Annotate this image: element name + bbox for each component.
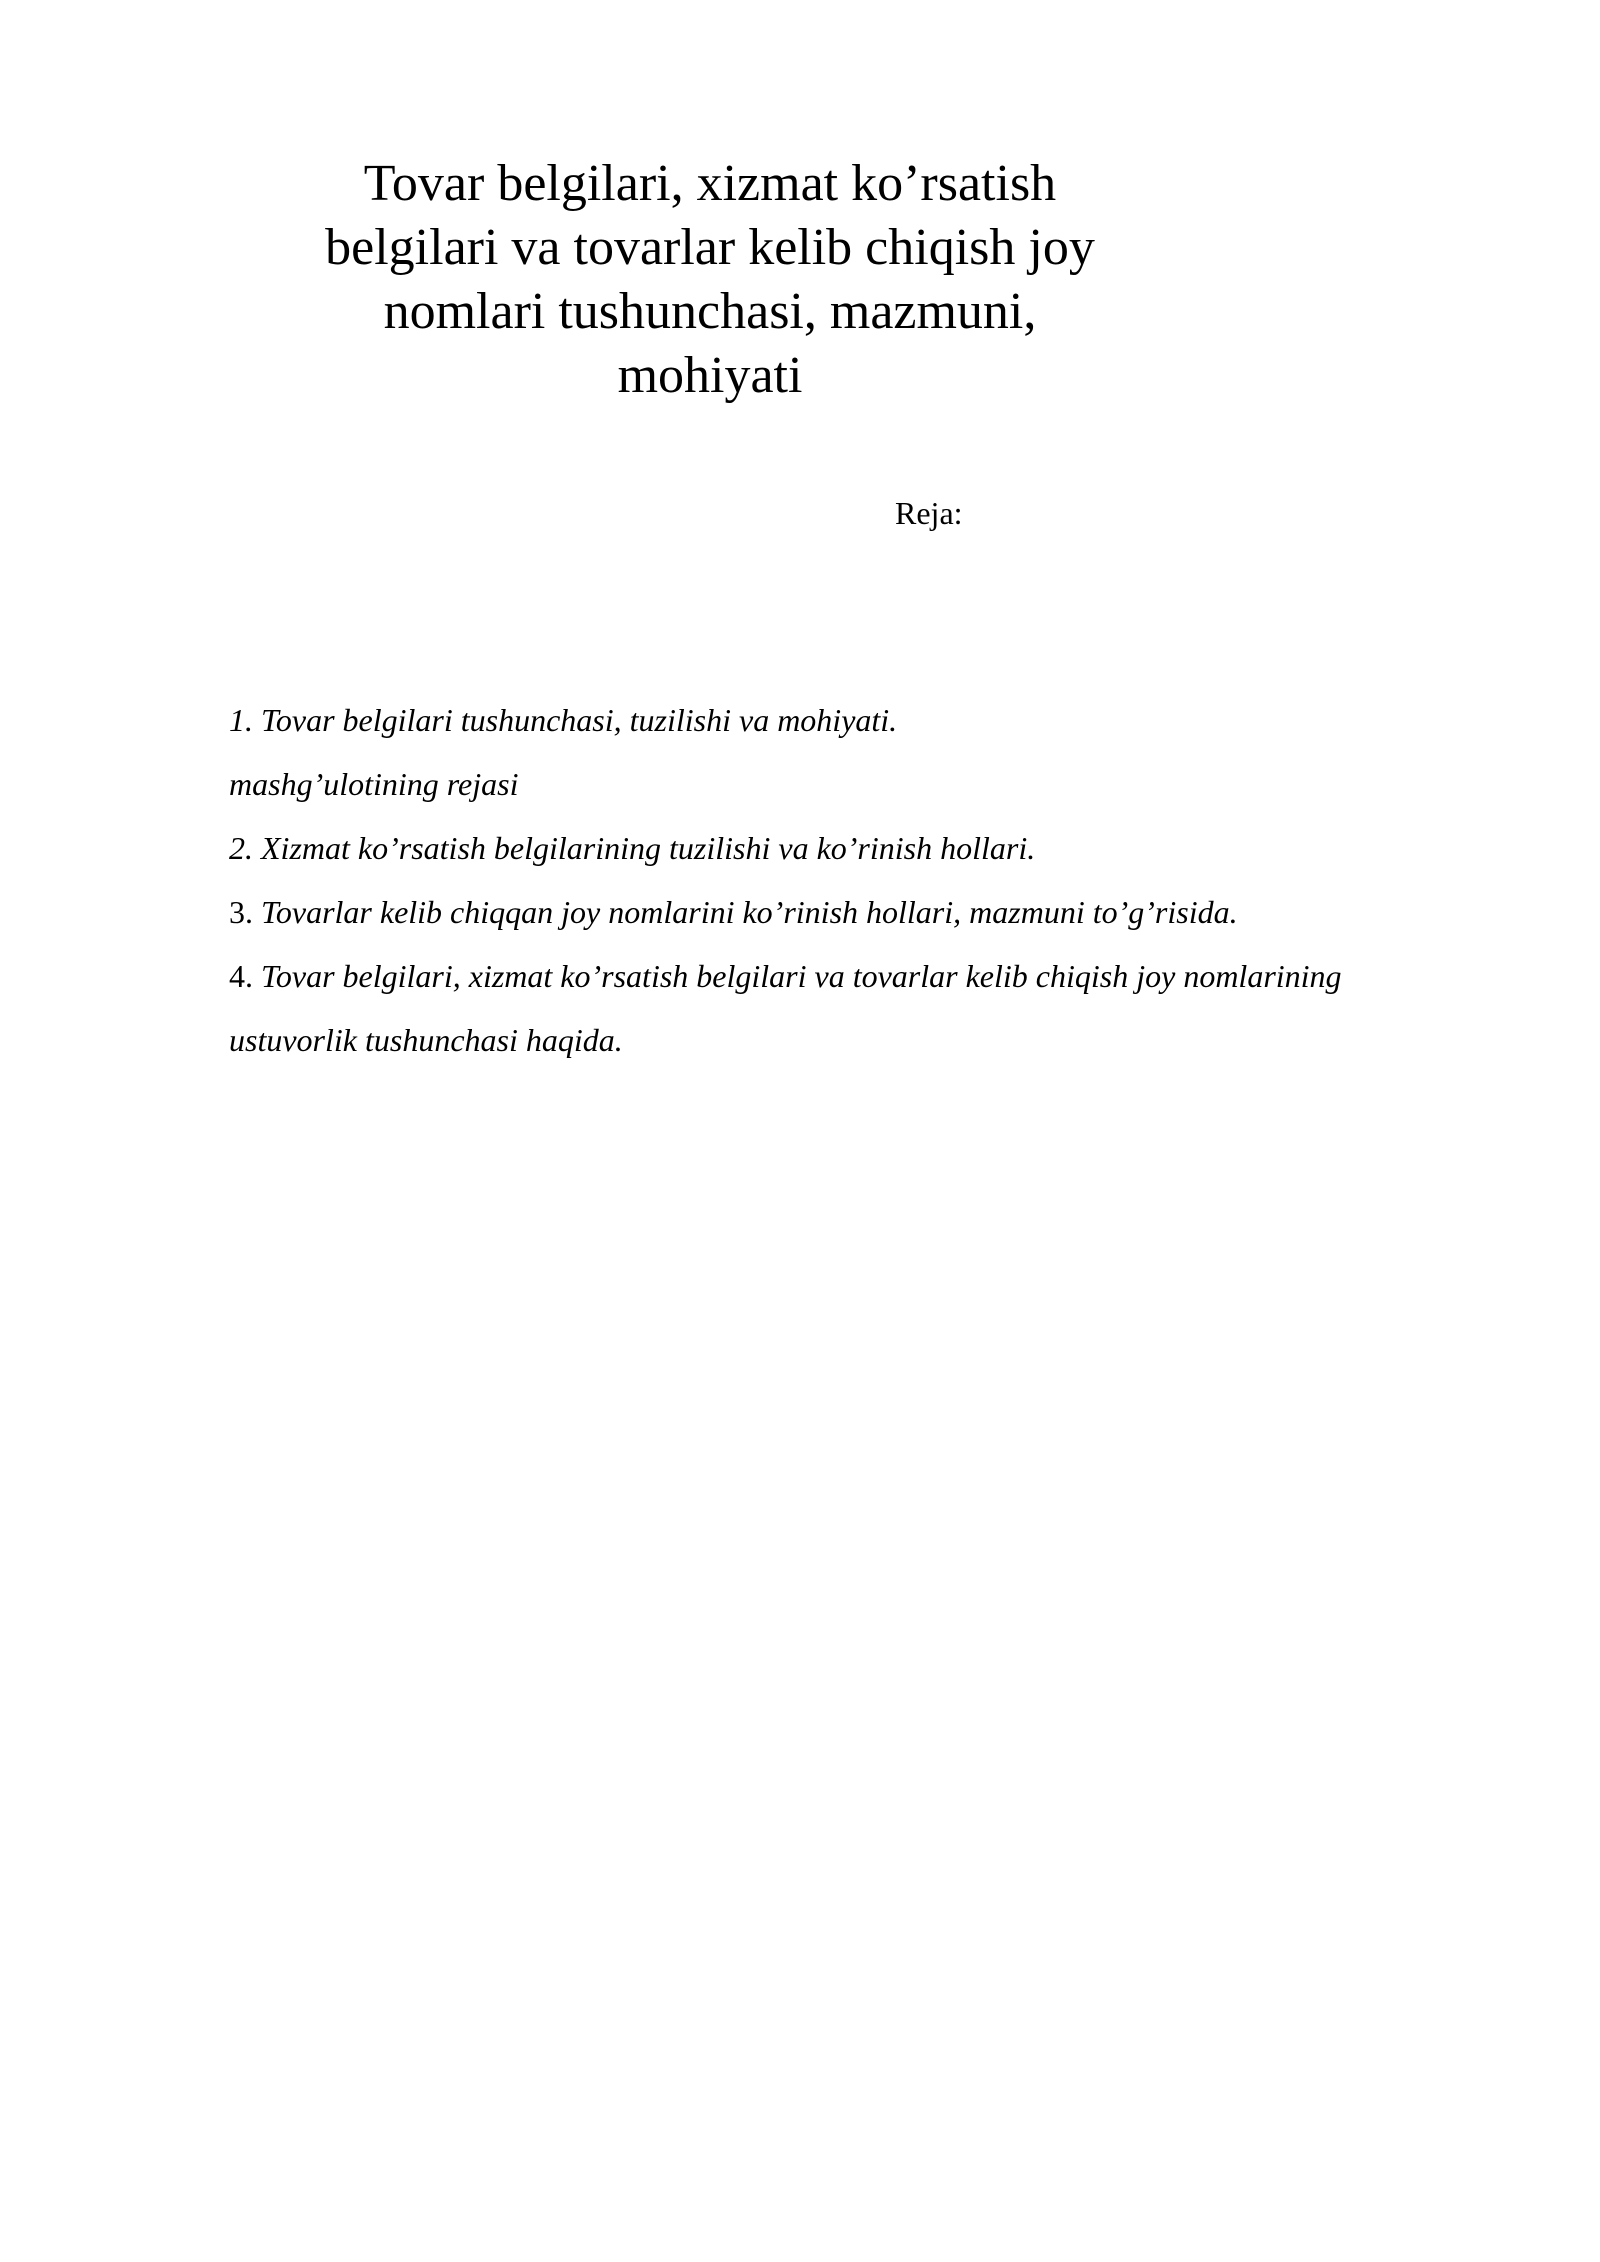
plan-item-text: mashg’ulotining rejasi	[229, 766, 519, 802]
plan-item-text: Tovar belgilari, xizmat ko’rsatish belgilari va tovarlar kelib chiqish joy nomlarining ustuvorlik tushunchasi haqida.	[229, 958, 1342, 1058]
plan-item	[229, 944, 1359, 1072]
plan-item-number: 3.	[229, 894, 253, 930]
plan-item	[229, 752, 1429, 816]
plan-item	[229, 688, 1429, 752]
plan-item-text: Xizmat ko’rsatish belgilarining tuzilishi va ko’rinish hollari.	[261, 830, 1036, 866]
plan-item	[229, 816, 1429, 880]
plan-item-text: Tovarlar kelib chiqqan joy nomlarini ko’rinish hollari, mazmuni to’g’risida.	[261, 894, 1238, 930]
plan-item-number: 4.	[229, 958, 253, 994]
plan-item	[229, 880, 1429, 944]
plan-heading: Reja:	[895, 495, 963, 531]
plan-item-number: 1.	[229, 702, 253, 738]
plan-item-text: Tovar belgilari tushunchasi, tuzilishi va mohiyati.	[261, 702, 898, 738]
plan-item-number: 2.	[229, 830, 253, 866]
plan-list	[229, 688, 1429, 1072]
document-title: Tovar belgilari, xizmat ko’rsatish belgilari va tovarlar kelib chiqish joy nomlari tushunchasi, mazmuni, mohiyati	[325, 155, 1095, 404]
